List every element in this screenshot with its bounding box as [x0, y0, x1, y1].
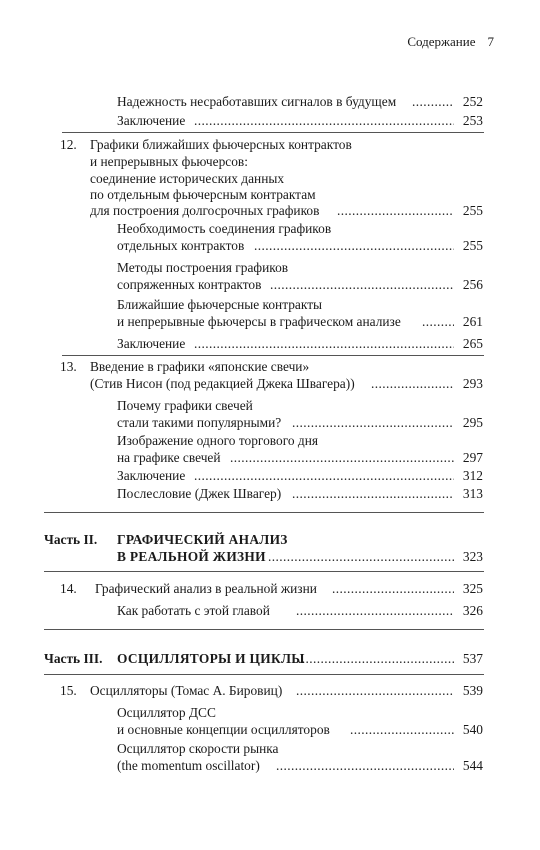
toc-entry[interactable]: [0, 93, 540, 111]
leader-dots: [296, 682, 454, 700]
chapter-title-line: по отдельным фьючерсным контрактам: [90, 187, 316, 202]
leader-dots: [292, 485, 454, 503]
chapter-title: Осцилляторы (Томас А. Бировиц): [90, 683, 283, 698]
toc-entry[interactable]: [0, 276, 540, 294]
divider: [62, 132, 484, 133]
chapter-number: 13.: [60, 359, 77, 374]
toc-entry-title: Осциллятор скорости рынка: [117, 741, 279, 756]
toc-entry-title: Изображение одного торгового дня: [117, 433, 319, 448]
toc-page-number: 539: [462, 683, 483, 698]
toc-entry[interactable]: [0, 335, 540, 353]
toc-entry-title: отдельных контрактов: [117, 238, 245, 253]
chapter-title-line: Графики ближайших фьючерсных контрактов: [90, 137, 352, 152]
toc-chapter-line[interactable]: [0, 136, 540, 154]
running-header: [407, 34, 494, 50]
leader-dots: [230, 449, 454, 467]
leader-dots: [292, 414, 454, 432]
toc-page-number: 312: [462, 468, 483, 483]
toc-entry-title: (the momentum oscillator): [117, 758, 260, 773]
toc-entry-title: Как работать с этой главой: [117, 603, 270, 618]
toc-entry[interactable]: [0, 112, 540, 130]
chapter-title-line: Введение в графики «японские свечи»: [90, 359, 310, 374]
toc-entry-title: Ближайшие фьючерсные контракты: [117, 297, 323, 312]
leader-dots: [332, 580, 454, 598]
toc-entry-title: Послесловие (Джек Швагер): [117, 486, 282, 501]
chapter-number: 15.: [60, 683, 77, 698]
leader-dots: [412, 93, 454, 111]
toc-entry-line[interactable]: [0, 220, 540, 238]
toc-entry-title: Надежность несработавших сигналов в будущем: [117, 94, 397, 109]
leader-dots: [296, 602, 454, 620]
toc-entry-line[interactable]: [0, 704, 540, 722]
part-label: Часть II.: [44, 532, 98, 547]
toc-entry[interactable]: [0, 467, 540, 485]
part-title-line: ГРАФИЧЕСКИЙ АНАЛИЗ: [117, 532, 288, 547]
chapter-title: Графический анализ в реальной жизни: [95, 581, 317, 596]
chapter-title-line: и непрерывных фьючерсов:: [90, 154, 248, 169]
toc-page-number: 537: [462, 651, 483, 666]
header-title: Содержание: [407, 34, 476, 49]
toc-page-number: 297: [462, 450, 483, 465]
toc-page-number: 295: [462, 415, 483, 430]
leader-dots: [194, 335, 454, 353]
leader-dots: [194, 112, 454, 130]
toc-part-line[interactable]: [0, 531, 540, 549]
toc-entry-line[interactable]: [0, 259, 540, 277]
toc-entry-line[interactable]: [0, 296, 540, 314]
toc-page-number: 313: [462, 486, 483, 501]
leader-dots: [254, 237, 454, 255]
toc-entry[interactable]: [0, 580, 540, 598]
toc-entry[interactable]: [0, 602, 540, 620]
chapter-title-line: соединение исторических данных: [90, 171, 285, 186]
toc-page-number: 326: [462, 603, 483, 618]
leader-dots: [350, 721, 454, 739]
toc-entry-title: на графике свечей: [117, 450, 221, 465]
toc-entry[interactable]: [0, 313, 540, 331]
toc-entry[interactable]: [0, 237, 540, 255]
toc-entry-title: Заключение: [117, 468, 186, 483]
leader-dots: [276, 757, 454, 775]
toc-page-number: 544: [462, 758, 483, 773]
toc-entry-title: стали такими популярными?: [117, 415, 282, 430]
toc-entry-title: Необходимость соединения графиков: [117, 221, 332, 236]
leader-dots: [337, 202, 454, 220]
toc-part-entry[interactable]: [0, 650, 540, 668]
toc-chapter-line[interactable]: [0, 358, 540, 376]
toc-page-number: 540: [462, 722, 483, 737]
leader-dots: [270, 276, 454, 294]
toc-entry[interactable]: [0, 202, 540, 220]
toc-entry-line[interactable]: [0, 397, 540, 415]
toc-entry[interactable]: [0, 414, 540, 432]
chapter-number: 12.: [60, 137, 77, 152]
toc-chapter-line: [0, 153, 540, 171]
leader-dots: [371, 375, 454, 393]
toc-entry[interactable]: [0, 757, 540, 775]
toc-entry-title: Осциллятор ДСС: [117, 705, 216, 720]
toc-entry-line[interactable]: [0, 740, 540, 758]
toc-page-number: 265: [462, 336, 483, 351]
chapter-title-line: для построения долгосрочных графиков: [90, 203, 320, 218]
divider: [44, 571, 484, 572]
toc-page-number: 253: [462, 113, 483, 128]
toc-entry[interactable]: [0, 721, 540, 739]
divider: [44, 674, 484, 675]
divider: [44, 629, 484, 630]
toc-page-number: 261: [462, 314, 483, 329]
toc-entry-title: сопряженных контрактов: [117, 277, 262, 292]
part-title: ОСЦИЛЛЯТОРЫ И ЦИКЛЫ: [117, 651, 305, 666]
toc-entry-title: Почему графики свечей: [117, 398, 253, 413]
leader-dots: [194, 467, 454, 485]
part-label: Часть III.: [44, 651, 103, 666]
toc-page-number: 323: [462, 549, 483, 564]
toc-entry[interactable]: [0, 682, 540, 700]
leader-dots: [298, 650, 454, 668]
chapter-title-line: (Стив Нисон (под редакцией Джека Швагера)): [90, 376, 355, 391]
toc-entry[interactable]: [0, 485, 540, 503]
chapter-number: 14.: [60, 581, 77, 596]
divider: [44, 512, 484, 513]
toc-page-number: 325: [462, 581, 483, 596]
toc-entry[interactable]: [0, 449, 540, 467]
divider: [62, 355, 484, 356]
toc-entry-title: Заключение: [117, 336, 186, 351]
toc-part-entry[interactable]: [0, 548, 540, 566]
toc-entry[interactable]: [0, 375, 540, 393]
toc-entry-title: и основные концепции осцилляторов: [117, 722, 330, 737]
toc-entry-title: Заключение: [117, 113, 186, 128]
toc-page-number: 255: [462, 238, 483, 253]
toc-entry-title: Методы построения графиков: [117, 260, 289, 275]
leader-dots: [422, 313, 454, 331]
toc-entry-line[interactable]: [0, 432, 540, 450]
leader-dots: [268, 548, 454, 566]
toc-page-number: 293: [462, 376, 483, 391]
toc-page-number: 256: [462, 277, 483, 292]
part-title-line: В РЕАЛЬНОЙ ЖИЗНИ: [117, 549, 266, 564]
toc-page-number: 255: [462, 203, 483, 218]
toc-entry-title: и непрерывные фьючерсы в графическом анализе: [117, 314, 401, 329]
header-page-number: 7: [487, 34, 494, 49]
toc-page-number: 252: [462, 94, 483, 109]
